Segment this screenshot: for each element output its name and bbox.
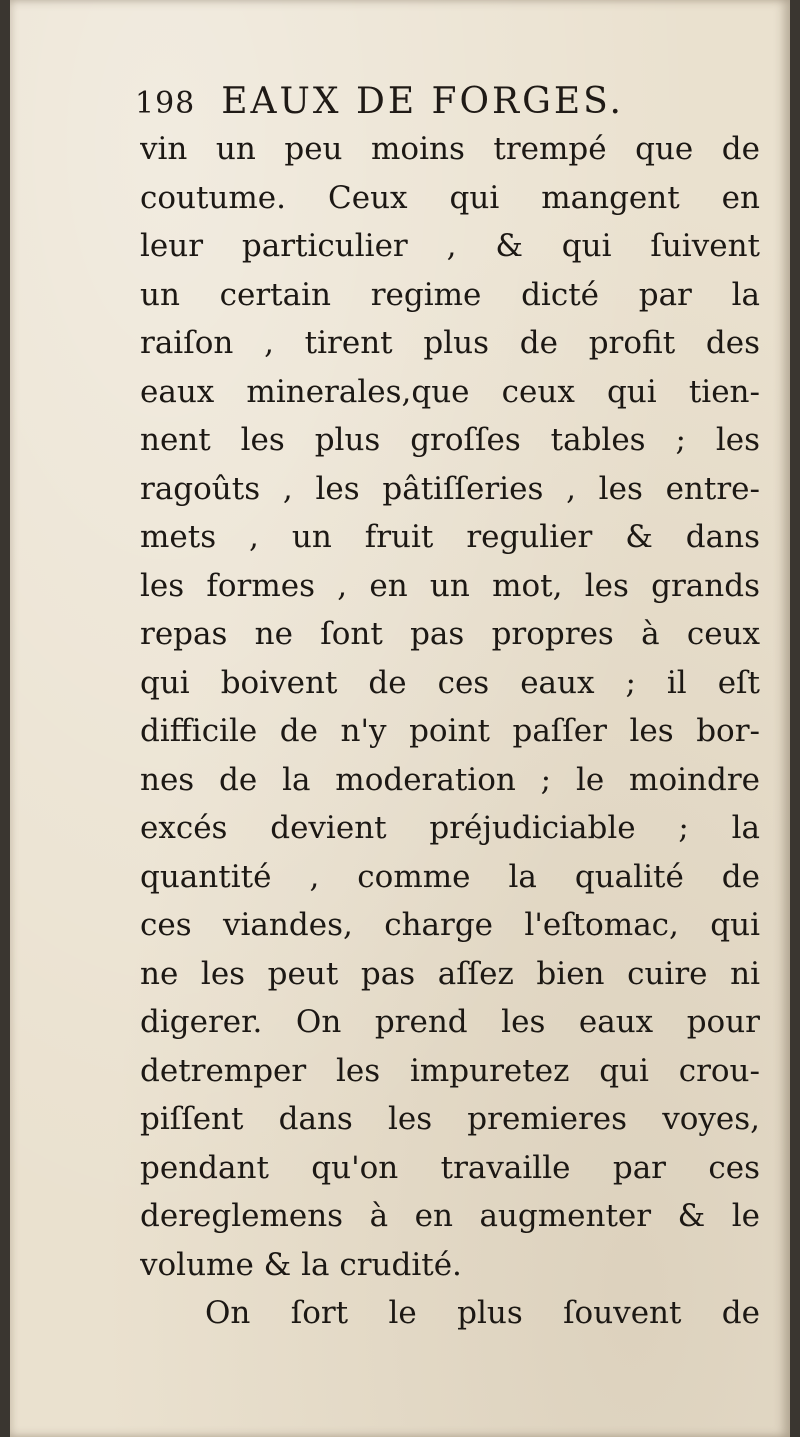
text-line: ne les peut pas aſſez bien cuire ni xyxy=(140,955,760,992)
text-line: quantité , comme la qualité de xyxy=(140,858,760,895)
text-line: volume & la crudité. xyxy=(140,1246,462,1283)
running-head xyxy=(135,72,624,132)
text-line: difficile de n'y point paſſer les bor- xyxy=(140,713,760,749)
body-text xyxy=(140,125,760,1338)
text-line: les formes , en un mot, les grands xyxy=(140,567,760,604)
text-line: On ſort le plus ſouvent de xyxy=(205,1295,760,1331)
running-title: EAUX DE FORGES. xyxy=(221,81,624,122)
page-number: 198 xyxy=(135,86,196,121)
text-line: excés devient préjudiciable ; la xyxy=(140,810,760,846)
text-line: ragoûts , les pâtiſſeries , les entre- xyxy=(140,470,760,507)
text-line: digerer. On prend les eaux pour xyxy=(140,1004,760,1040)
text-line: eaux minerales,que ceux qui tien- xyxy=(140,373,760,410)
text-line: ces viandes, charge l'eſtomac, qui xyxy=(140,907,760,943)
text-line: nes de la moderation ; le moindre xyxy=(140,761,760,798)
text-line: vin un peu moins trempé que de xyxy=(140,131,760,167)
book-page xyxy=(10,0,790,1437)
text-line: repas ne ſont pas propres à ceux xyxy=(140,616,760,652)
text-line: piſſent dans les premieres voyes, xyxy=(140,1101,760,1137)
text-line: raiſon , tirent plus de profit des xyxy=(140,325,760,361)
text-line: leur particulier , & qui ſuivent xyxy=(140,228,760,264)
text-line: mets , un fruit regulier & dans xyxy=(140,519,760,555)
text-line: detremper les impuretez qui crou- xyxy=(140,1052,760,1089)
text-line: dereglemens à en augmenter & le xyxy=(140,1198,760,1234)
text-line: coutume. Ceux qui mangent en xyxy=(140,179,760,216)
text-line: un certain regime dicté par la xyxy=(140,276,760,313)
text-line: nent les plus groſſes tables ; les xyxy=(140,422,760,458)
text-line: pendant qu'on travaille par ces xyxy=(140,1149,760,1186)
text-line: qui boivent de ces eaux ; il eſt xyxy=(140,664,760,701)
